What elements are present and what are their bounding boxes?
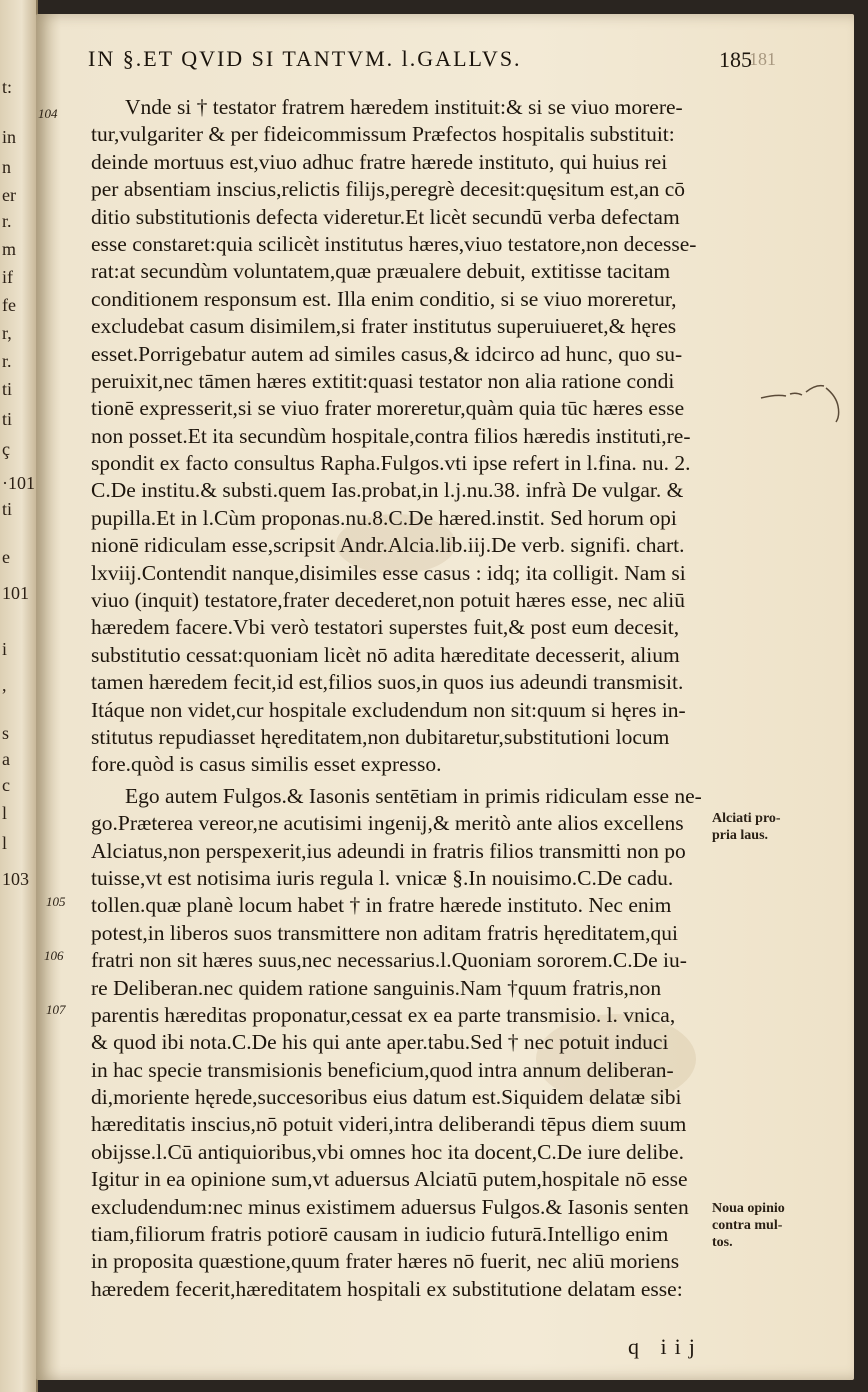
text-line: fratri non sit hæres suus,nec necessarius.l.Quoniam sororem.C.De iu-: [91, 948, 687, 973]
text-line: ditio substitutionis defecta videretur.Et licèt secundū verba defectam: [91, 204, 680, 229]
left-page-edge: [0, 0, 38, 1392]
text-line: non posset.Et ita secundùm hospitale,contra filios hæredis instituti,re-: [91, 423, 691, 448]
text-line: esse constaret:quia scilicèt institutus hæres,viuo testatore,non decesse-: [91, 231, 697, 256]
text-line: excludebat casum disimilem,si frater institutus superuiueret,& hęres: [91, 314, 677, 339]
left-page-fragment: n: [2, 157, 11, 177]
text-line: Ego autem Fulgos.& Iasonis sentētiam in primis ridiculam esse ne-: [125, 783, 702, 808]
left-page-fragment: ti: [2, 499, 13, 519]
text-line: peruixit,nec tāmen hæres extitit:quasi testator non alia ratione condi: [91, 368, 675, 393]
left-page-fragment: e: [2, 547, 10, 567]
text-line: re Deliberan.nec quidem ratione sanguinis.Nam †quum fratris,non: [91, 975, 662, 1000]
text-line: go.Præterea vereor,ne acutisimi ingenij,& meritò ante alios excellens: [91, 811, 684, 836]
text-line: potest,in liberos suos transmittere non aditam fratris hęreditatem,qui: [91, 920, 678, 945]
text-line: Itáque non videt,cur hospitale excludendum non sit:quum si hęres in-: [91, 697, 686, 722]
text-line: excludendum:nec minus existimem aduersus Fulgos.& Iasonis senten: [91, 1194, 689, 1219]
left-page-fragment: a: [2, 749, 10, 769]
margin-paragraph-number: 107: [46, 1002, 66, 1017]
left-page-fragment: t:: [2, 77, 13, 97]
text-line: parentis hæreditas proponatur,cessat ex ea parte transmisio. l. vnica,: [91, 1002, 676, 1027]
folio-number: 185: [719, 47, 752, 72]
text-line: hæredem fecerit,hæreditatem hospitali ex substitutione delatam esse:: [91, 1276, 683, 1301]
text-line: tur,vulgariter & per fideicommissum Præfectos hospitalis substituit:: [91, 122, 675, 147]
running-title: IN §.ET QVID SI TANTVM. l.GALLVS.: [88, 46, 522, 71]
text-line: di,moriente hęrede,succesoribus eius datum est.Siquidem delatæ sibi: [91, 1085, 682, 1110]
text-line: tamen hæredem fecit,id est,filios suos,in quos ius adeundi transmisit.: [91, 670, 684, 695]
text-line: hæreditatis inscius,nō potuit videri,intra deliberandi tēpus diem suum: [91, 1112, 687, 1137]
text-line: Vnde si † testator fratrem hæredem instituit:& si se viuo morere-: [125, 95, 683, 119]
left-page-fragment: ti: [2, 409, 13, 429]
text-line: per absentiam inscius,relictis filijs,peregrè decesit:quęsitum est,an cō: [91, 177, 686, 202]
left-page-fragment: i: [2, 639, 8, 659]
left-page-fragment: 101: [2, 583, 29, 603]
left-page-fragment: 103: [2, 869, 29, 889]
text-line: spondit ex facto consultus Rapha.Fulgos.vti ipse refert in l.fina. nu. 2.: [91, 451, 691, 476]
text-line: nionē ridiculam esse,scripsit Andr.Alcia.lib.iij.De verb. signifi. chart.: [91, 533, 685, 558]
book-page: [36, 14, 854, 1380]
margin-paragraph-number: 105: [46, 894, 66, 909]
text-line: fore.quòd is casus similis esset expresso.: [91, 752, 442, 777]
left-page-fragment: r.: [2, 351, 12, 371]
margin-paragraph-number: 106: [44, 948, 64, 963]
left-page-fragment: l: [2, 803, 8, 823]
text-line: tuisse,vt est notisima iuris regula l. vnicæ §.In nouisimo.C.De cadu.: [91, 865, 674, 890]
text-line: hæredem facere.Vbi verò testatori superstes fuit,& post eum decesit,: [91, 615, 680, 640]
left-page-fragment: m: [2, 239, 17, 259]
side-note: Noua opinio contra mul- tos.: [712, 1201, 785, 1250]
left-page-fragment: c: [2, 775, 10, 795]
margin-paragraph-number: 104: [38, 106, 58, 121]
text-line: lxviij.Contendit nanque,disimiles esse casus : idq; ita colligit. Nam si: [91, 560, 686, 585]
ink-scribble: [756, 376, 846, 426]
left-page-fragment: s: [2, 723, 10, 743]
text-line: rat:at secundùm voluntatem,quæ præualere debuit, extitisse tacitam: [91, 259, 671, 284]
text-line: stitutus repudiasset hęreditatem,non dubitaretur,substitutioni locum: [91, 724, 670, 749]
left-page-fragment: er: [2, 185, 16, 205]
text-line: tiam,filiorum fratris potiorē causam in iudicio futurā.Intelligo enim: [91, 1222, 669, 1247]
text-line: Igitur in ea opinione sum,vt aduersus Alciatū putem,hospitale nō esse: [91, 1167, 688, 1192]
left-page-fragment: ç: [2, 439, 10, 459]
left-page-fragment: l: [2, 833, 8, 853]
left-page-fragment: ,: [2, 675, 7, 695]
text-line: obijsse.l.Cū antiquioribus,vbi omnes hoc ita docent,C.De iure delibe.: [91, 1139, 684, 1164]
folio-ghost-number: 181: [749, 49, 776, 69]
text-line: pupilla.Et in l.Cùm proponas.nu.8.C.De hæred.instit. Sed horum opi: [91, 505, 677, 530]
text-line: in proposita quæstione,quum frater hæres nō fuerit, nec aliū moriens: [91, 1249, 680, 1274]
left-page-fragment: fe: [2, 295, 16, 315]
text-line: esset.Porrigebatur autem ad similes casus,& idcirco ad hunc, quo su-: [91, 341, 683, 366]
left-page-fragment: ti: [2, 379, 13, 399]
text-line: viuo (inquit) testatore,frater decederet,non potuit hæres esse, nec aliū: [91, 588, 686, 613]
left-page-fragment: if: [2, 267, 13, 287]
text-line: C.De institu.& substi.quem Ias.probat,in l.j.nu.38. infrà De vulgar. &: [91, 478, 684, 503]
left-page-fragment: r.: [2, 211, 12, 231]
text-line: & quod ibi nota.C.De his qui ante aper.tabu.Sed † nec potuit induci: [91, 1030, 669, 1055]
text-line: substitutio cessat:quoniam licèt nō adita hæreditate decesserit, alium: [91, 642, 680, 667]
side-note: Alciati pro- pria laus.: [712, 811, 781, 843]
text-line: conditionem responsum est. Illa enim conditio, si se viuo moreretur,: [91, 286, 677, 311]
body-text: [91, 94, 751, 1303]
text-line: tollen.quæ planè locum habet † in fratre hærede instituto. Nec enim: [91, 893, 672, 918]
text-line: in hac specie transmisionis beneficium,quod intra annum deliberan-: [91, 1057, 674, 1082]
text-line: tionē expresserit,si se viuo frater moreretur,quàm quia tūc hæres esse: [91, 396, 685, 421]
left-page-fragment: in: [2, 127, 17, 147]
left-page-fragment: r,: [2, 323, 12, 343]
signature-mark: q iij: [628, 1334, 703, 1359]
left-page-fragment: ·101: [2, 473, 35, 493]
text-line: Alciatus,non perspexerit,ius adeundi in fratris filios transmitti non po: [91, 838, 686, 863]
text-line: deinde mortuus est,viuo adhuc fratre hærede instituto, qui huius rei: [91, 149, 668, 174]
